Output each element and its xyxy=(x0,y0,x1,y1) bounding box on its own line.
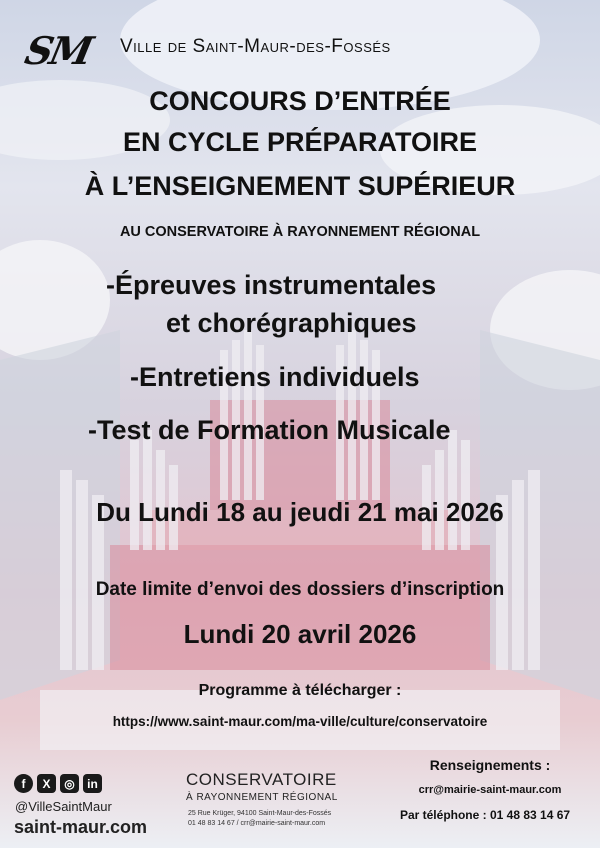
title-line-1: CONCOURS D’ENTRÉE xyxy=(149,86,451,116)
info-phone: Par téléphone : 01 48 83 14 67 xyxy=(399,808,571,822)
event-item-instrumental-cont: et chorégraphiques xyxy=(166,308,417,338)
conservatoire-contact: 01 48 83 14 67 / crr@mairie-saint-maur.com xyxy=(188,820,326,827)
event-item-formation-test: -Test de Formation Musicale xyxy=(88,415,451,445)
info-label: Renseignements : xyxy=(429,757,551,773)
event-item-instrumental: -Épreuves instrumentales xyxy=(106,270,437,300)
title-line-3: À L’ENSEIGNEMENT SUPÉRIEUR xyxy=(84,171,516,201)
social-icons xyxy=(14,774,102,793)
event-item-interviews: -Entretiens individuels xyxy=(130,362,420,392)
website-link[interactable]: saint-maur.com xyxy=(14,817,148,837)
social-handle: @VilleSaintMaur xyxy=(15,799,112,814)
linkedin-icon[interactable]: in xyxy=(83,774,102,793)
deadline-date: Lundi 20 avril 2026 xyxy=(183,619,417,649)
subtitle: AU CONSERVATOIRE À RAYONNEMENT RÉGIONAL xyxy=(119,224,481,240)
conservatoire-subtitle: À RAYONNEMENT RÉGIONAL xyxy=(186,792,338,803)
deadline-label: Date limite d’envoi des dossiers d’inscription xyxy=(95,579,505,600)
title-line-2: EN CYCLE PRÉPARATOIRE xyxy=(122,127,478,157)
x-icon[interactable]: X xyxy=(37,774,56,793)
conservatoire-address: 25 Rue Krüger, 94100 Saint-Maur-des-Fossés xyxy=(188,810,332,817)
conservatoire-name: CONSERVATOIRE xyxy=(186,770,337,789)
town-name: Ville de Saint-Maur-des-Fossés xyxy=(120,36,391,57)
programme-label: Programme à télécharger : xyxy=(198,682,402,699)
event-dates: Du Lundi 18 au jeudi 21 mai 2026 xyxy=(96,497,504,527)
info-email-link[interactable]: crr@mairie-saint-maur.com xyxy=(418,784,562,796)
instagram-icon[interactable]: ◎ xyxy=(60,774,79,793)
facebook-icon[interactable]: f xyxy=(14,774,33,793)
programme-link[interactable]: https://www.saint-maur.com/ma-ville/culture/conservatoire xyxy=(112,714,488,729)
city-logo: SM xyxy=(21,28,95,73)
